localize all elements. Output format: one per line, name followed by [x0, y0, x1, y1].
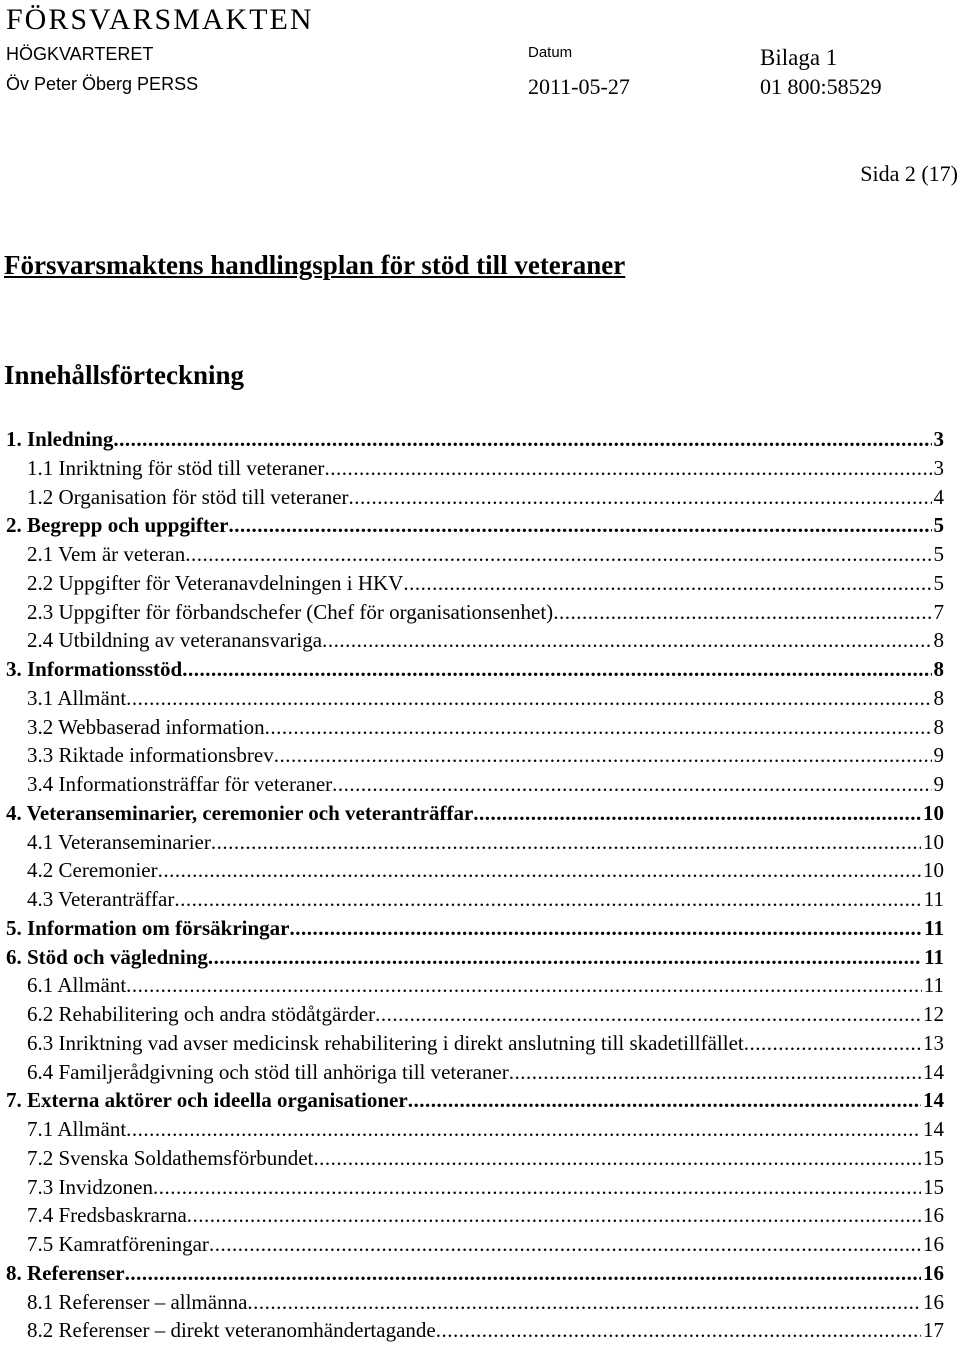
toc-entry-title: 7.3 Invidzonen	[27, 1174, 153, 1199]
toc-dot-leader	[174, 885, 921, 914]
toc-dot-leader	[349, 483, 932, 512]
toc-entry-page: 15	[923, 1145, 944, 1170]
toc-entry-page: 5	[933, 570, 944, 595]
toc-dot-leader	[744, 1029, 921, 1058]
toc-dot-leader	[211, 828, 921, 857]
toc-entry-title: 6.1 Allmänt	[27, 973, 127, 998]
toc-entry[interactable]	[6, 483, 944, 512]
toc-entry-page: 8	[933, 714, 944, 739]
toc-entry-page: 11	[923, 887, 944, 911]
toc-entry-page: 12	[923, 1002, 944, 1026]
toc-entry-title: 2.1 Vem är veteran	[27, 542, 186, 566]
toc-entry-title: 4.2 Ceremonier	[27, 858, 158, 883]
toc-entry[interactable]	[6, 1000, 944, 1029]
toc-entry[interactable]	[6, 828, 944, 857]
toc-dot-leader	[322, 626, 931, 655]
toc-entry-page: 14	[923, 1117, 944, 1141]
toc-dot-leader	[126, 971, 922, 1000]
toc-entry-title: 8.1 Referenser – allmänna	[27, 1289, 248, 1314]
toc-dot-leader	[509, 1058, 921, 1087]
table-of-contents	[6, 425, 944, 1345]
toc-entry-page: 10	[923, 800, 944, 825]
toc-entry-title: 8.2 Referenser – direkt veteranomhändertagande	[27, 1318, 436, 1343]
date-label: Datum	[528, 44, 573, 61]
toc-dot-leader	[182, 655, 931, 684]
toc-entry[interactable]	[6, 425, 944, 454]
toc-dot-leader	[375, 1000, 921, 1029]
toc-entry[interactable]	[6, 1173, 944, 1202]
toc-entry-title: 7.1 Allmänt	[27, 1117, 127, 1141]
toc-entry[interactable]	[6, 943, 944, 972]
toc-entry-page: 7	[933, 599, 944, 624]
toc-entry-title: 2.2 Uppgifter för Veteranavdelningen i HKV	[27, 570, 404, 595]
toc-entry[interactable]	[6, 540, 944, 569]
toc-entry-title: 7.5 Kamratföreningar	[27, 1232, 209, 1256]
toc-entry-title: 1.1 Inriktning för stöd till veteraner	[27, 455, 325, 480]
toc-entry-page: 13	[923, 1030, 944, 1055]
toc-entry-page: 11	[923, 973, 944, 998]
toc-entry[interactable]	[6, 856, 944, 885]
toc-dot-leader	[313, 1144, 921, 1173]
toc-entry-title: 4.3 Veteranträffar	[27, 887, 175, 911]
toc-dot-leader	[403, 569, 931, 598]
toc-entry-title: 2.3 Uppgifter för förbandschefer (Chef för organisationsenhet)	[27, 599, 554, 624]
toc-entry[interactable]	[6, 914, 944, 943]
toc-entry-page: 15	[923, 1174, 944, 1199]
toc-entry[interactable]	[6, 1288, 944, 1317]
toc-entry-page: 5	[933, 513, 944, 538]
toc-dot-leader	[228, 511, 931, 540]
toc-entry[interactable]	[6, 799, 944, 828]
toc-entry-title: 1. Inledning	[6, 427, 114, 451]
author-name: Öv Peter Öberg PERSS	[6, 74, 199, 94]
toc-entry-page: 4	[933, 484, 944, 509]
page-number: Sida 2 (17)	[860, 161, 958, 186]
toc-entry[interactable]	[6, 1086, 944, 1115]
toc-entry-page: 8	[933, 685, 944, 710]
toc-entry-page: 8	[933, 628, 944, 653]
toc-entry-page: 9	[933, 743, 944, 768]
toc-entry-title: 3. Informationsstöd	[6, 657, 183, 681]
toc-dot-leader	[185, 540, 931, 569]
toc-entry[interactable]	[6, 770, 944, 799]
toc-entry-title: 3.2 Webbaserad information	[27, 714, 265, 739]
toc-entry-title: 7.4 Fredsbaskrarna	[27, 1203, 187, 1228]
toc-entry-page: 14	[923, 1059, 944, 1084]
toc-entry-page: 10	[923, 829, 944, 854]
toc-entry[interactable]	[6, 626, 944, 655]
toc-dot-leader	[436, 1316, 921, 1345]
toc-entry[interactable]	[6, 971, 944, 1000]
toc-dot-leader	[324, 454, 931, 483]
toc-entry-page: 5	[933, 542, 944, 566]
toc-entry[interactable]	[6, 713, 944, 742]
toc-entry-page: 16	[923, 1260, 944, 1285]
toc-entry-page: 9	[933, 772, 944, 796]
toc-dot-leader	[274, 741, 932, 770]
toc-dot-leader	[408, 1086, 921, 1115]
unit-name: HÖGKVARTERET	[6, 44, 154, 64]
toc-entry-title: 3.1 Allmänt	[27, 685, 127, 710]
toc-entry-title: 6.3 Inriktning vad avser medicinsk rehabilitering i direkt anslutning till skadetillfället	[27, 1030, 744, 1055]
organization-name: FÖRSVARSMAKTEN	[6, 3, 314, 36]
toc-entry[interactable]	[6, 1230, 944, 1259]
toc-dot-leader	[158, 856, 921, 885]
toc-dot-leader	[247, 1288, 921, 1317]
toc-entry-page: 8	[933, 657, 944, 681]
toc-entry[interactable]	[6, 1115, 944, 1144]
toc-dot-leader	[265, 713, 932, 742]
document-title: Försvarsmaktens handlingsplan för stöd till veteraner	[4, 250, 626, 280]
toc-entry-title: 2.4 Utbildning av veteranansvariga	[27, 628, 323, 653]
toc-entry[interactable]	[6, 1259, 944, 1288]
toc-dot-leader	[209, 1230, 921, 1259]
toc-dot-leader	[113, 425, 931, 454]
toc-dot-leader	[125, 1259, 921, 1288]
toc-entry-page: 11	[924, 915, 944, 940]
toc-entry-title: 1.2 Organisation för stöd till veteraner	[27, 484, 349, 509]
toc-entry-page: 17	[923, 1318, 944, 1343]
toc-entry[interactable]	[6, 655, 944, 684]
toc-dot-leader	[208, 943, 922, 972]
toc-entry-page: 3	[933, 427, 944, 451]
toc-entry-page: 10	[923, 858, 944, 883]
toc-entry-title: 3.4 Informationsträffar för veteraner	[27, 772, 333, 796]
toc-entry[interactable]	[6, 741, 944, 770]
toc-dot-leader	[126, 1115, 921, 1144]
toc-entry[interactable]	[6, 569, 944, 598]
toc-entry-page: 11	[924, 944, 944, 969]
toc-entry[interactable]	[6, 1144, 944, 1173]
toc-heading: Innehållsförteckning	[4, 360, 245, 390]
toc-entry[interactable]	[6, 1201, 944, 1230]
toc-dot-leader	[289, 914, 922, 943]
toc-entry-page: 14	[923, 1088, 944, 1113]
toc-entry-title: 4. Veteranseminarier, ceremonier och veteranträffar	[6, 800, 474, 825]
toc-entry-page: 16	[923, 1289, 944, 1314]
toc-entry[interactable]	[6, 1058, 944, 1087]
toc-entry[interactable]	[6, 454, 944, 483]
toc-entry[interactable]	[6, 511, 944, 540]
toc-entry-page: 3	[933, 455, 944, 480]
toc-entry-title: 3.3 Riktade informationsbrev	[27, 743, 274, 768]
toc-entry-title: 6.2 Rehabilitering och andra stödåtgärder	[27, 1002, 376, 1026]
toc-entry-title: 6.4 Familjerådgivning och stöd till anhöriga till veteraner	[27, 1059, 509, 1084]
toc-entry-page: 16	[923, 1203, 944, 1228]
toc-entry-title: 7.2 Svenska Soldathemsförbundet	[27, 1145, 314, 1170]
toc-entry[interactable]	[6, 1316, 944, 1345]
toc-entry-title: 8. Referenser	[6, 1260, 125, 1285]
toc-entry-title: 7. Externa aktörer och ideella organisationer	[6, 1088, 408, 1113]
toc-entry-page: 16	[923, 1232, 944, 1256]
toc-dot-leader	[553, 598, 931, 627]
toc-entry[interactable]	[6, 1029, 944, 1058]
toc-dot-leader	[332, 770, 931, 799]
toc-dot-leader	[153, 1173, 921, 1202]
toc-dot-leader	[473, 799, 921, 828]
toc-entry-title: 4.1 Veteranseminarier	[27, 829, 211, 854]
toc-entry-title: 2. Begrepp och uppgifter	[6, 513, 229, 538]
toc-entry[interactable]	[6, 598, 944, 627]
attachment-label: Bilaga 1	[760, 45, 838, 70]
toc-dot-leader	[126, 684, 931, 713]
toc-entry-title: 6. Stöd och vägledning	[6, 944, 208, 969]
toc-entry-title: 5. Information om försäkringar	[6, 915, 290, 940]
toc-dot-leader	[187, 1201, 921, 1230]
document-date: 2011-05-27	[528, 74, 630, 99]
toc-entry[interactable]	[6, 684, 944, 713]
reference-number: 01 800:58529	[760, 74, 882, 99]
toc-entry[interactable]	[6, 885, 944, 914]
